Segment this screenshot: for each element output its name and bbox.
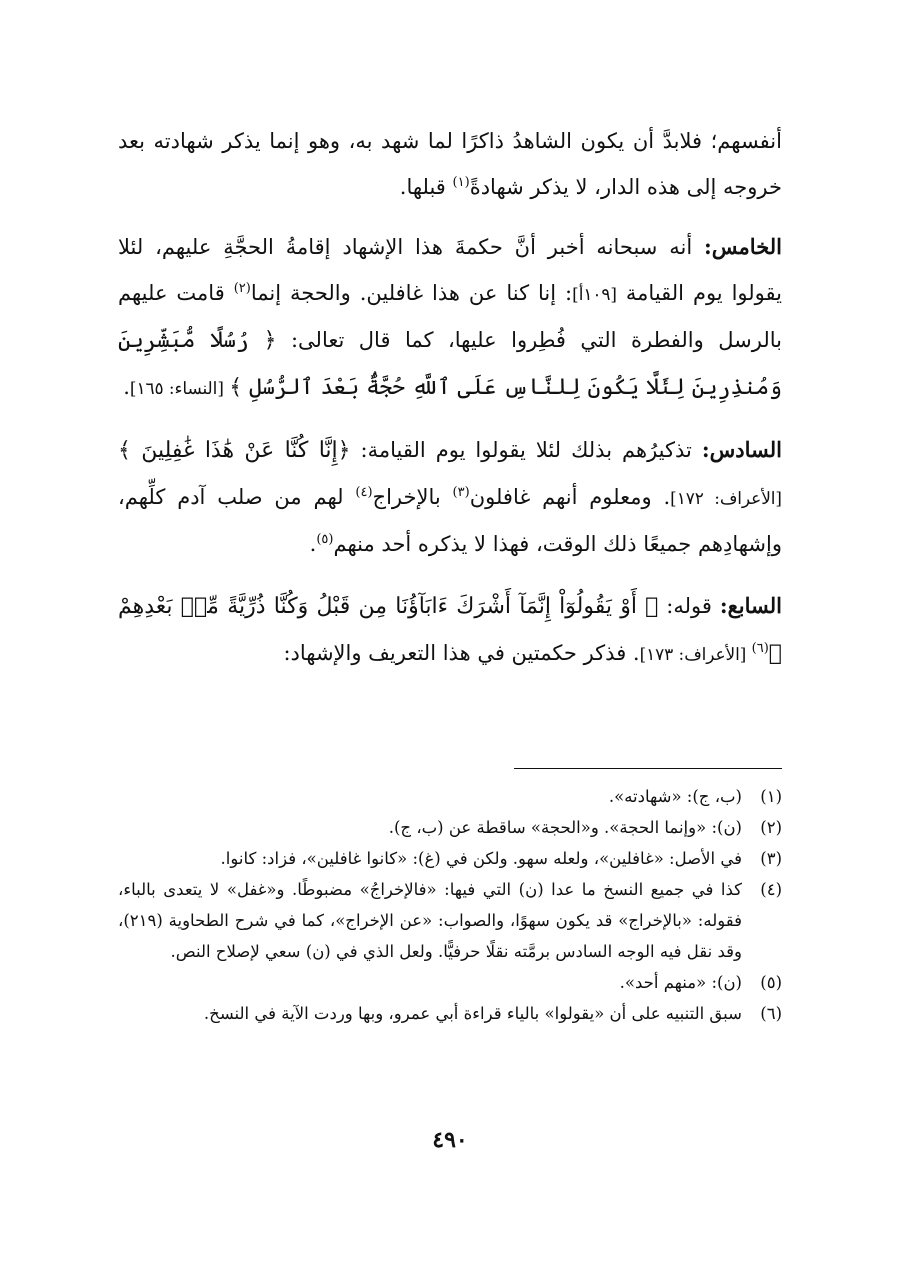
manuscript-folio-ref: [١٠٩أ]: [572, 284, 617, 304]
verse-reference: [الأعراف: ١٧٣]: [639, 644, 752, 664]
text-run: قوله:: [658, 594, 720, 618]
paragraph-fifth: [118, 224, 782, 411]
text-run: بالإخراج: [372, 485, 453, 509]
footnote-text: (ن): «منهم أحد».: [619, 973, 742, 992]
footnote-item: [118, 843, 782, 874]
footnote-text: كذا في جميع النسخ ما عدا (ن) التي فيها: «فالإخراجُ» مضبوطًا. و«غفل» لا يتعدى بالباء، فقوله: «بالإخراج» قد يكون سهوًا، والصواب: «عن الإخراج»، كما في شرح الطحاوية (٢١٩)، وقد نقل فيه الوجه السادس برمَّته نقلًا حرفيًّا. ولعل الذي في (ن) سعي لإصلاح النص.: [118, 880, 742, 961]
quran-verse: ﴿ أَوْ يَقُولُوٓاْ إِنَّمَآ أَشْرَكَ ءَابَآؤُنَا مِن قَبْلُ وَكُنَّا ذُرِّيَّةً مِّنۢ بَعْدِهِمْ ﴾: [118, 594, 782, 666]
footnote-text: سبق التنبيه على أن «يقولوا» بالياء قراءة أبي عمرو، وبها وردت الآية في النسخ.: [203, 1004, 742, 1023]
page-number: ٤٩٠: [432, 1127, 468, 1153]
text-run: . ومعلوم أنهم غافلون: [469, 485, 671, 509]
quran-verse: ﴿ رُسُلًا مُّبَشِّرِينَ وَمُنذِرِينَ لِئَلَّا يَكُونَ لِلنَّاسِ عَلَى ٱللَّهِ حُجَّةٌۢ بَعْدَ ٱلرُّسُلِ ﴾: [118, 328, 782, 400]
text-run: .: [309, 532, 317, 556]
text-run: لهم من صلب آدم كلِّهم، وإشهادِهم جميعًا ذلك الوقت، فهذا لا يذكره أحد منهم: [118, 485, 782, 556]
paragraph-sixth: [118, 427, 782, 567]
footnote-text: في الأصل: «غافلين»، ولعله سهو. ولكن في (غ): «كانوا غافلين»، فزاد: كانوا.: [220, 849, 742, 868]
text-run: .: [123, 375, 130, 399]
footnote-number: (٥): [760, 973, 782, 992]
footnote-number: (٣): [760, 849, 782, 868]
footnote-item: [118, 781, 782, 812]
text-run: أنه سبحانه أخبر أنَّ حكمةَ هذا الإشهاد إقامةُ الحجَّةِ عليهم، لئلا يقولوا يوم القيامة: [118, 235, 782, 305]
footnote-item: [118, 967, 782, 998]
footnote-marker[interactable]: (٣): [452, 485, 470, 500]
verse-reference: [النساء: ١٦٥]: [129, 378, 230, 398]
footnote-marker[interactable]: (٤): [355, 485, 373, 500]
point-heading: الخامس:: [704, 234, 782, 259]
footnote-text: (ن): «وإنما الحجة». و«الحجة» ساقطة عن (ب، ج).: [388, 818, 742, 837]
quran-verse: ﴿إِنَّا كُنَّا عَنْ هَٰذَا غَٰفِلِينَ ﴾: [118, 438, 351, 463]
footnote-marker[interactable]: (٦): [751, 641, 769, 656]
footnote-item: [118, 998, 782, 1029]
footnote-marker[interactable]: (٢): [233, 281, 251, 296]
footnote-item: [118, 812, 782, 843]
footnote-marker[interactable]: (٥): [316, 532, 334, 547]
footnote-number: (٤): [760, 880, 782, 899]
footnote-number: (٦): [760, 1004, 782, 1023]
footnote-number: (١): [760, 787, 782, 806]
text-run: قامت عليهم بالرسل والفطرة التي فُطِروا عليها، كما قال تعالى:: [118, 281, 782, 352]
point-heading: السابع:: [719, 593, 782, 618]
paragraph-continuation: [118, 118, 782, 210]
footnote-marker[interactable]: (١): [452, 175, 470, 190]
text-run: تذكيرُهم بذلك لئلا يقولوا يوم القيامة:: [350, 438, 702, 462]
footnote-item: [118, 874, 782, 967]
verse-reference: [الأعراف: ١٧٢]: [670, 488, 782, 508]
main-text: [118, 118, 782, 691]
footnote-number: (٢): [760, 818, 782, 837]
text-run: قبلها.: [399, 175, 453, 199]
text-run: : إنا كنا عن هذا غافلين. والحجة إنما: [250, 281, 573, 305]
footnote-separator: [514, 768, 782, 769]
paragraph-seventh: [118, 583, 782, 677]
text-run: . فذكر حكمتين في هذا التعريف والإشهاد:: [283, 641, 640, 665]
footnote-text: (ب، ج): «شهادته».: [608, 787, 742, 806]
footnotes: [118, 781, 782, 1029]
text-run: أنفسهم؛ فلابدَّ أن يكون الشاهدُ ذاكرًا لما شهد به، وهو إنما يذكر شهادته بعد خروجه إلى هذه الدار، لا يذكر شهادةً: [118, 129, 782, 199]
point-heading: السادس:: [701, 437, 782, 462]
